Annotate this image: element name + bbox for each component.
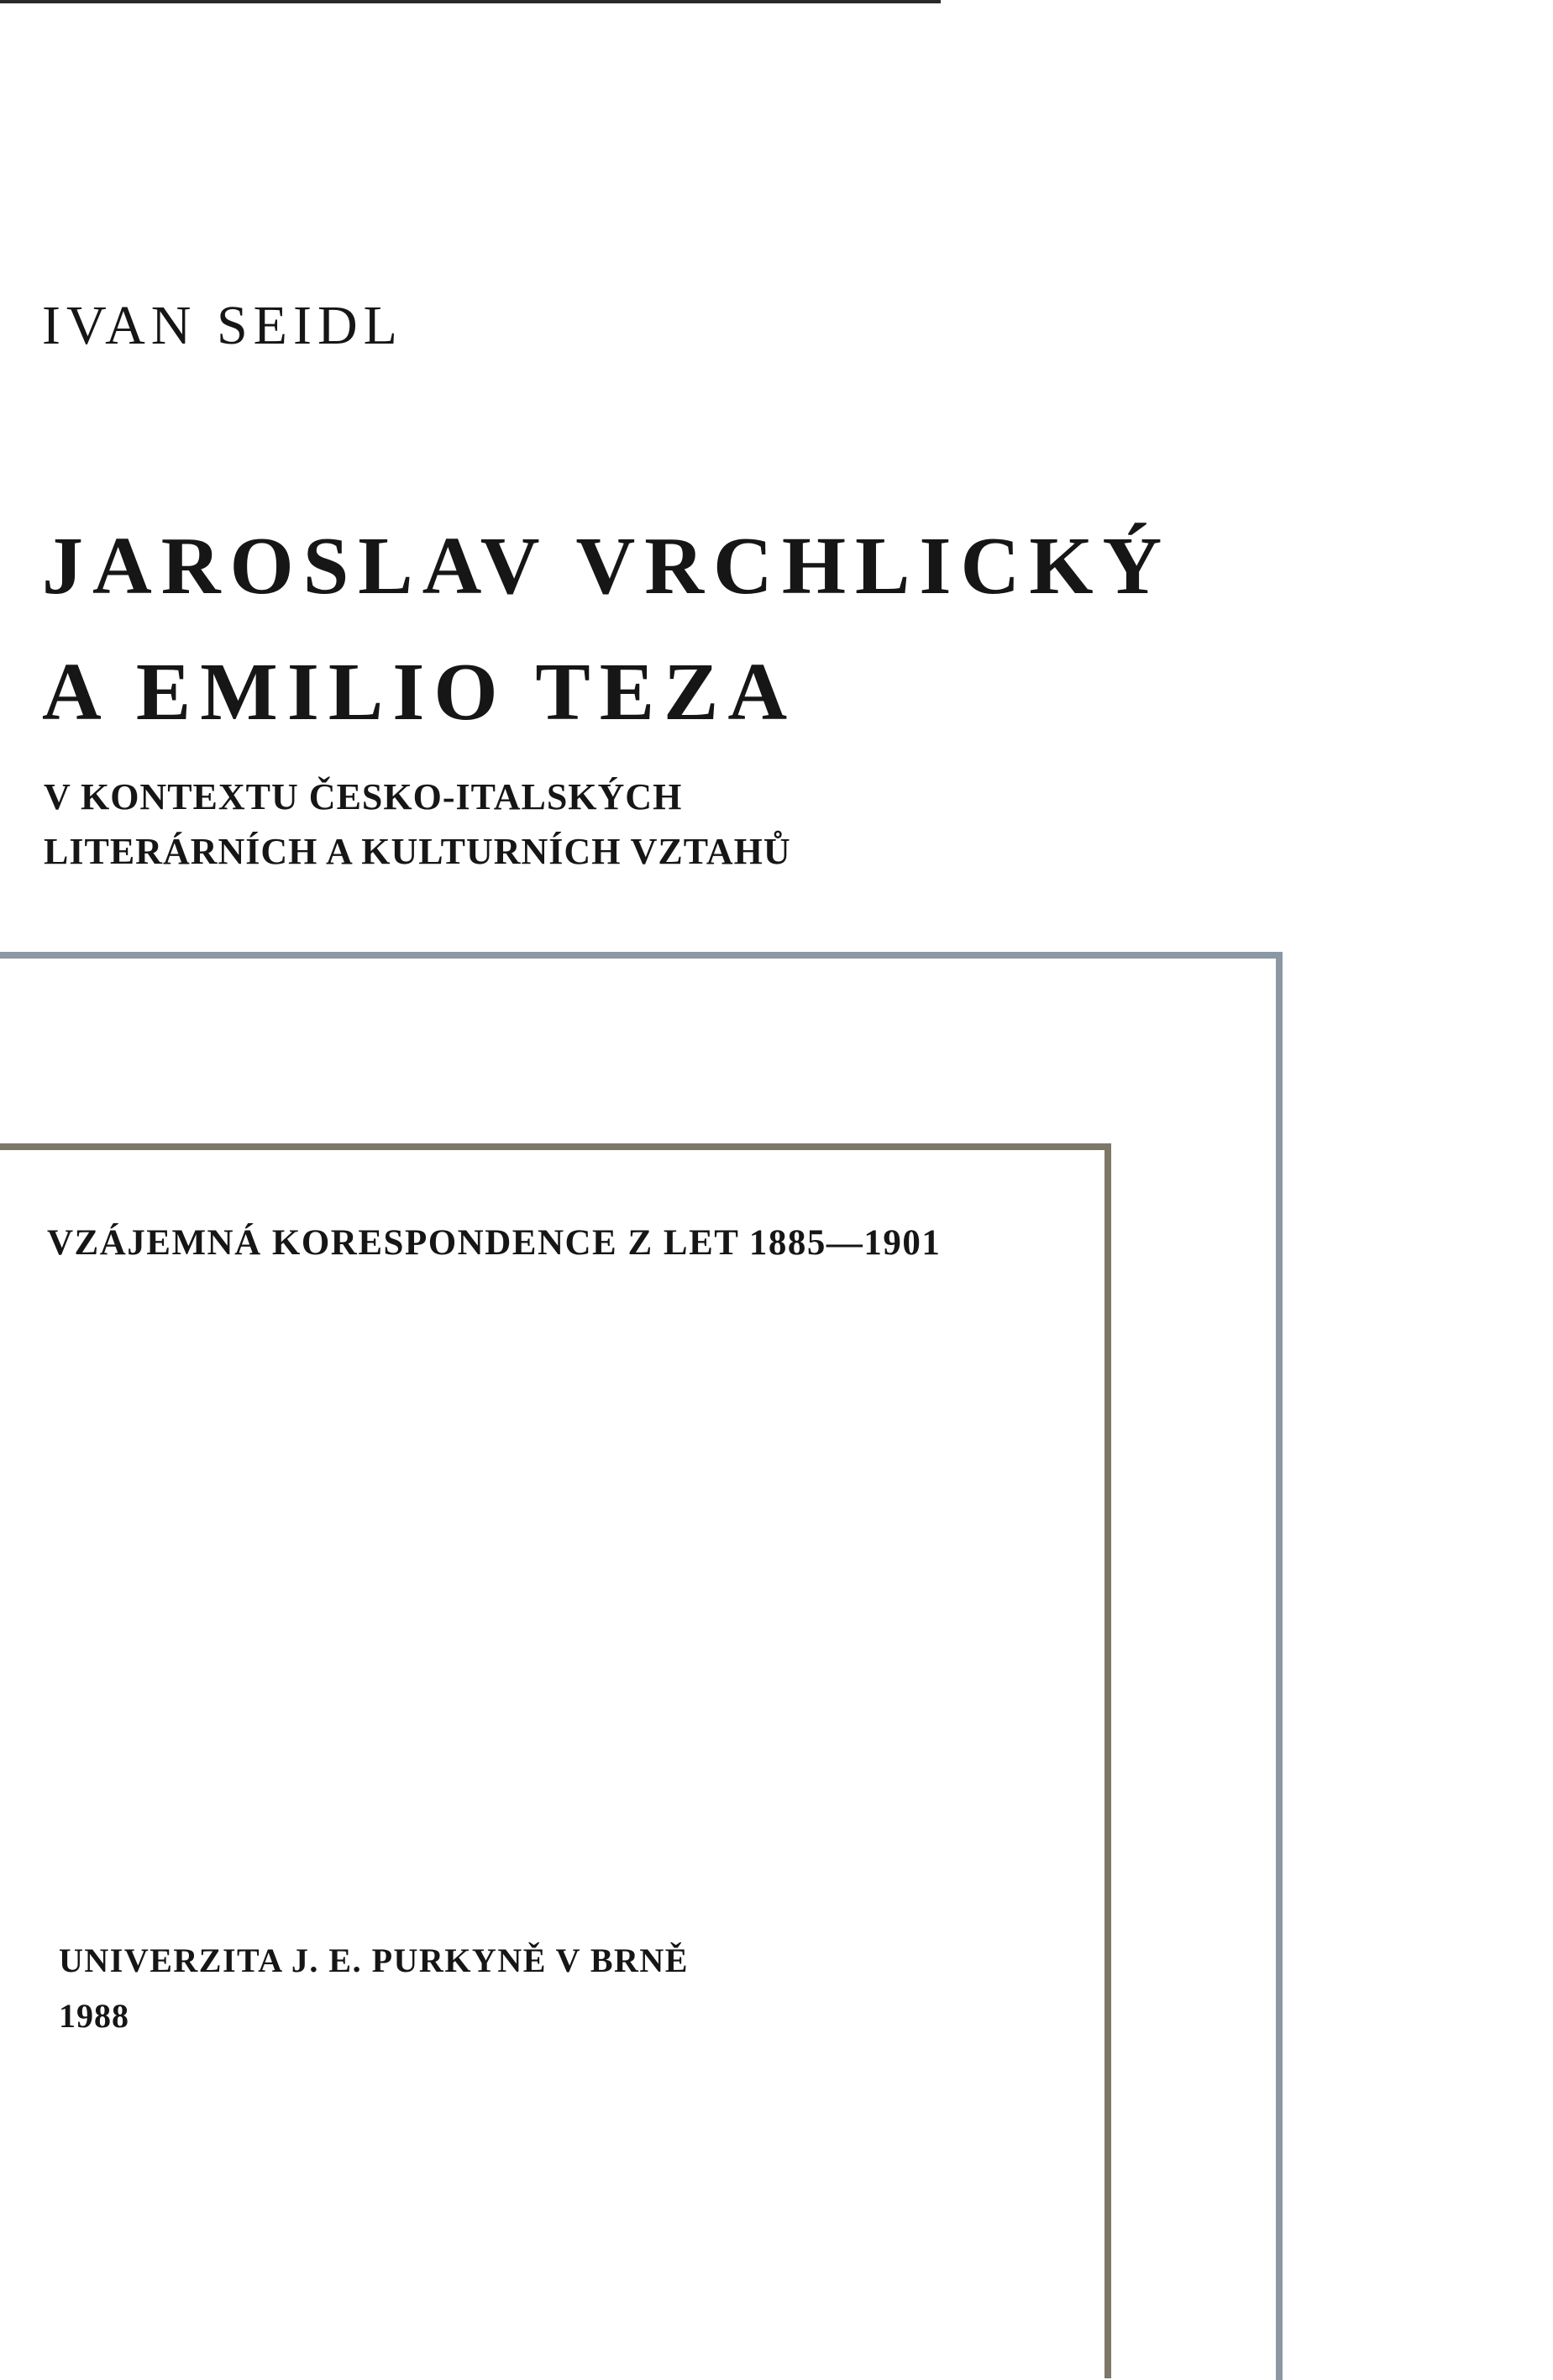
- top-edge-rule: [0, 0, 941, 3]
- correspondence-heading: VZÁJEMNÁ KORESPONDENCE Z LET 1885—1901: [47, 1223, 942, 1263]
- publication-year: 1988: [59, 1997, 129, 2035]
- subtitle-line-1: V KONTEXTU ČESKO-ITALSKÝCH: [44, 776, 683, 817]
- author-name: IVAN SEIDL: [42, 295, 403, 356]
- book-title-line-2: A EMILIO TEZA: [42, 647, 797, 738]
- publisher-name: UNIVERZITA J. E. PURKYNĚ V BRNĚ: [59, 1941, 689, 1979]
- subtitle-line-2: LITERÁRNÍCH A KULTURNÍCH VZTAHŮ: [44, 831, 791, 872]
- book-title-line-1: JAROSLAV VRCHLICKÝ: [42, 521, 1172, 612]
- inner-frame-border: [0, 1143, 1111, 2378]
